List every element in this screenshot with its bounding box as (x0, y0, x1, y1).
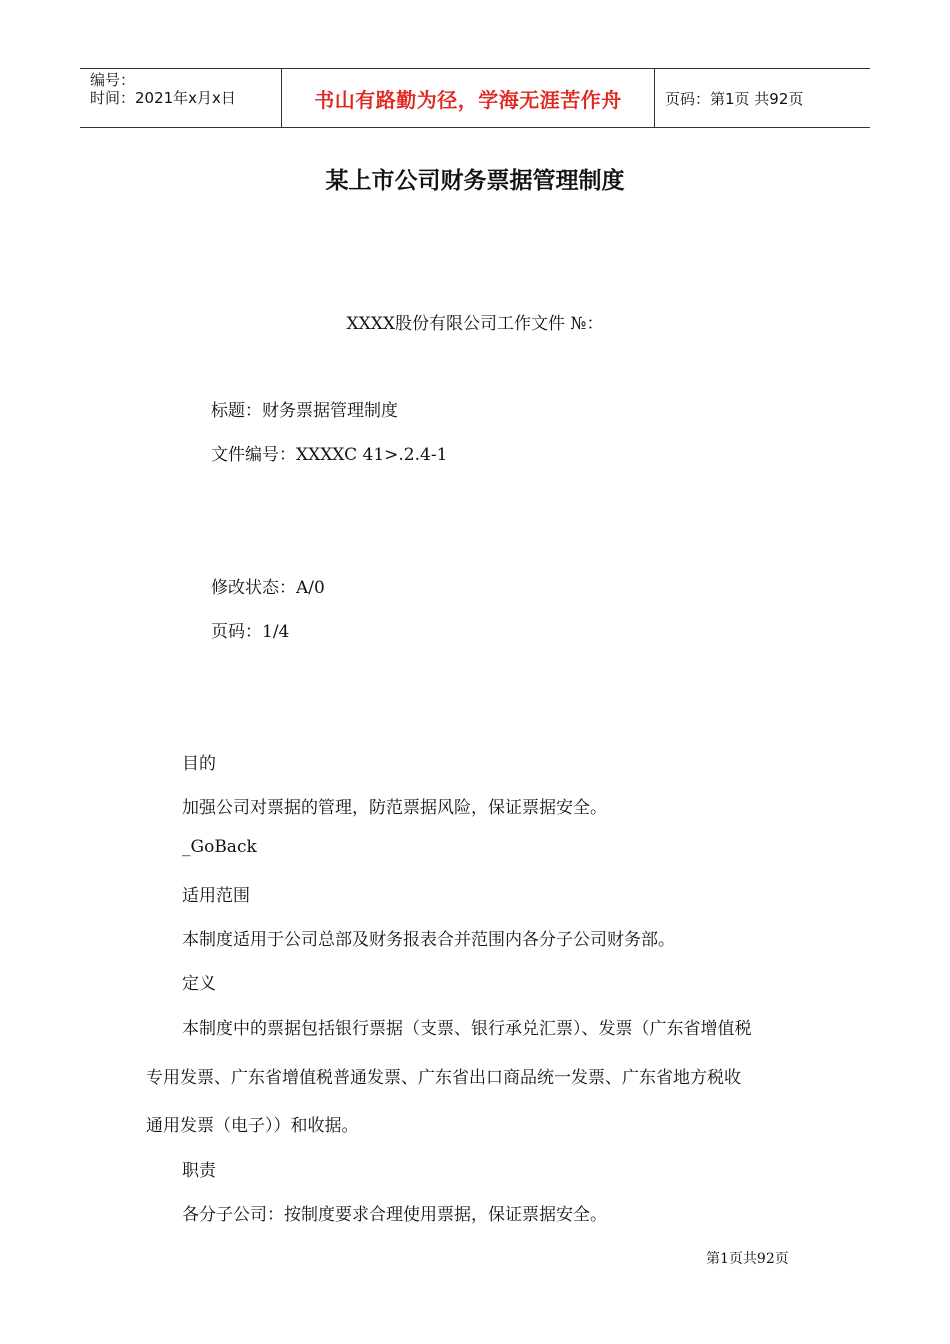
purpose-text: 加强公司对票据的管理，防范票据风险，保证票据安全。 (182, 798, 607, 818)
header-time-label: 时间：2021年x月x日 (90, 89, 236, 107)
scope-heading: 适用范围 (182, 886, 250, 906)
header-motto: 书山有路勤为径，学海无涯苦作舟 (314, 87, 622, 112)
header-info-cell (80, 69, 282, 127)
header-page-cell (655, 69, 870, 127)
duty-text: 各分子公司：按制度要求合理使用票据，保证票据安全。 (182, 1205, 607, 1225)
definition-line-2: 专用发票、广东省增值税普通发票、广东省出口商品统一发票、广东省地方税收 (146, 1068, 741, 1088)
header-table (80, 68, 870, 128)
meta-page-line: 页码：1/4 (211, 622, 290, 642)
header-number-label: 编号： (90, 71, 136, 89)
definition-line-3: 通用发票（电子））和收据。 (146, 1116, 359, 1136)
definition-heading: 定义 (182, 974, 216, 994)
meta-revision-line: 修改状态：A/0 (211, 578, 325, 598)
meta-title-line: 标题：财务票据管理制度 (211, 401, 398, 421)
duty-heading: 职责 (182, 1161, 216, 1181)
scope-text: 本制度适用于公司总部及财务报表合并范围内各分子公司财务部。 (182, 930, 675, 950)
definition-line-1: 本制度中的票据包括银行票据（支票、银行承兑汇票）、发票（广东省增值税 (182, 1019, 752, 1039)
footer-page-number: 第1页共92页 (706, 1251, 789, 1267)
company-line: XXXX股份有限公司工作文件 №： (346, 314, 604, 334)
purpose-heading: 目的 (182, 754, 216, 774)
goback-bookmark: _GoBack (182, 837, 257, 857)
meta-doc-number-line: 文件编号：XXXXC 41>.2.4-1 (211, 445, 448, 465)
document-title: 某上市公司财务票据管理制度 (325, 168, 625, 194)
header-motto-cell (282, 69, 655, 127)
header-page-label: 页码：第1页 共92页 (665, 89, 804, 108)
